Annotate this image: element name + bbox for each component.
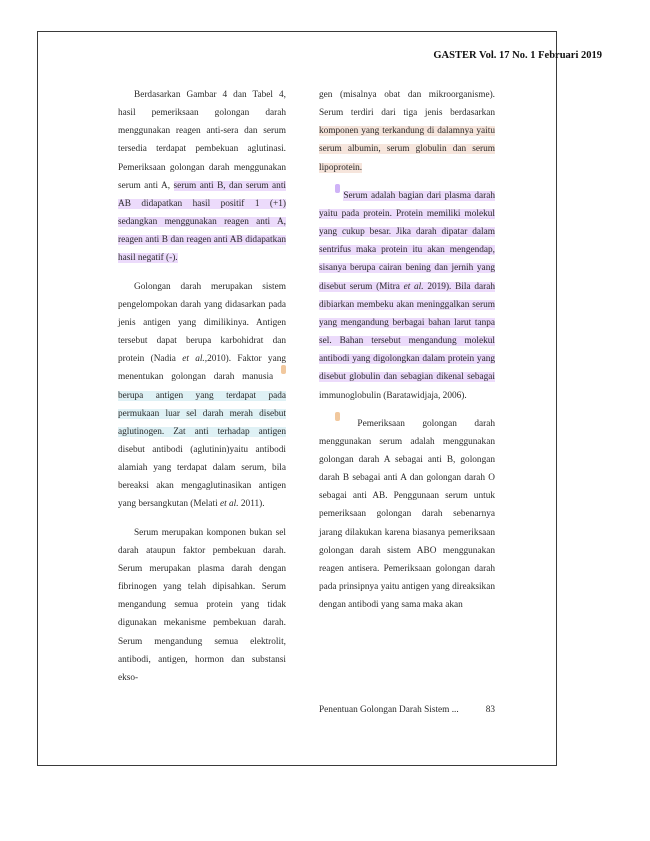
highlight: serum anti B, dan serum anti AB didapatkan hasil positif 1 (+1) sedangkan menggunakan reagen anti A, reagen anti B dan reagen anti AB didapatkan hasil negatif (-). (118, 180, 286, 264)
running-title: Penentuan Golongan Darah Sistem ... (319, 705, 459, 715)
paragraph: Serum merupakan komponen bukan sel darah ataupun faktor pembekuan darah. Serum merupakan plasma darah dengan fibrinogen yang telah dipisahkan. Serum mengandung semua protein yang tidak digunakan mekanisme pembekuan darah. Serum mengandung semua elektrolit, antibodi, antigen, hormon dan substansi ekso- (118, 527, 286, 683)
annotation-marker (281, 365, 286, 374)
highlight: Serum adalah bagian dari plasma darah yaitu pada protein. Protein memiliki molekul yang cukup besar. Jika darah dipatar dalam sentrifus maka protein itu akan mengendap, sisanya berupa cairan bening dan jernih yang disebut serum (Mitra et al. 2019). Bila darah dibiarkan membeku akan meninggalkan serum yang mengandung berbagai bahan larut tanpa sel. Bahan tersebut mengandung molekul antibodi yang digolongkan dalam protein yang disebut globulin dan sebagian dikenal sebagai (319, 190, 495, 383)
page-footer (319, 705, 495, 715)
highlight: komponen yang terkandung di dalamnya yaitu serum albumin, serum globulin dan serum lipoprotein. (319, 126, 495, 173)
paragraph: gen (misalnya obat dan mikroorganisme). Serum terdiri dari tiga jenis berdasarkan komponen yang terkandung di dalamnya yaitu serum albumin, serum globulin dan serum lipoprotein. (319, 90, 495, 173)
paragraph: Pemeriksaan golongan darah menggunakan serum adalah menggunakan golongan darah A sebagai anti B, golongan darah B sebagai anti A dan golongan darah O sebagai anti AB. Penggunaan serum untuk pemeriksaan golongan darah sebenarnya jarang dilakukan karena biasanya pemeriksaan golongan darah sistem ABO menggunakan reagen antisera. Pemeriksaan golongan darah pada prinsipnya yaitu antigen yang direaksikan dengan antibodi yang sama maka akan (319, 415, 495, 615)
paragraph: Berdasarkan Gambar 4 dan Tabel 4, hasil pemeriksaan golongan darah menggunakan reagen anti-sera dan serum tersedia terdapat pembekuan aglutinasi. Pemeriksaan golongan darah menggunakan serum anti A, serum anti B, dan serum anti AB didapatkan hasil positif 1 (+1) sedangkan menggunakan reagen anti A, reagen anti B dan reagen anti AB didapatkan hasil negatif (-). (118, 90, 286, 264)
paragraph: Golongan darah merupakan sistem pengelompokan darah yang didasarkan pada jenis antigen yang dimilikinya. Antigen tersebut dapat berupa karbohidrat dan protein (Nadia et al.,2010). Faktor yang menentukan golongan darah manusia berupa antigen yang terdapat pada permukaan luar sel darah merah disebut aglutinogen. Zat anti terhadap antigen disebut antibodi (aglutinin)yaitu antibodi alamiah yang terdapat dalam serum, bila bereaksi akan mengaglutinasikan antigen yang bersangkutan (Melati et al. 2011). (118, 281, 286, 510)
annotation-marker (335, 412, 340, 421)
paragraph: Serum adalah bagian dari plasma darah yaitu pada protein. Protein memiliki molekul yang cukup besar. Jika darah dipatar dalam sentrifus maka protein itu akan mengendap, sisanya berupa cairan bening dan jernih yang disebut serum (Mitra et al. 2019). Bila darah dibiarkan membeku akan meninggalkan serum yang mengandung berbagai bahan larut tanpa sel. Bahan tersebut mengandung molekul antibodi yang digolongkan dalam protein yang disebut globulin dan sebagian dikenal sebagai immunoglobulin (Baratawidjaja, 2006). (319, 187, 495, 405)
page-number: 83 (485, 705, 495, 715)
journal-header: GASTER Vol. 17 No. 1 Februari 2019 (433, 50, 602, 61)
annotation-marker (335, 184, 340, 193)
right-column (319, 86, 495, 614)
highlight: berupa antigen yang terdapat pada permukaan luar sel darah merah disebut aglutinogen. Zat anti terhadap antigen (118, 390, 286, 437)
left-column (118, 86, 286, 687)
